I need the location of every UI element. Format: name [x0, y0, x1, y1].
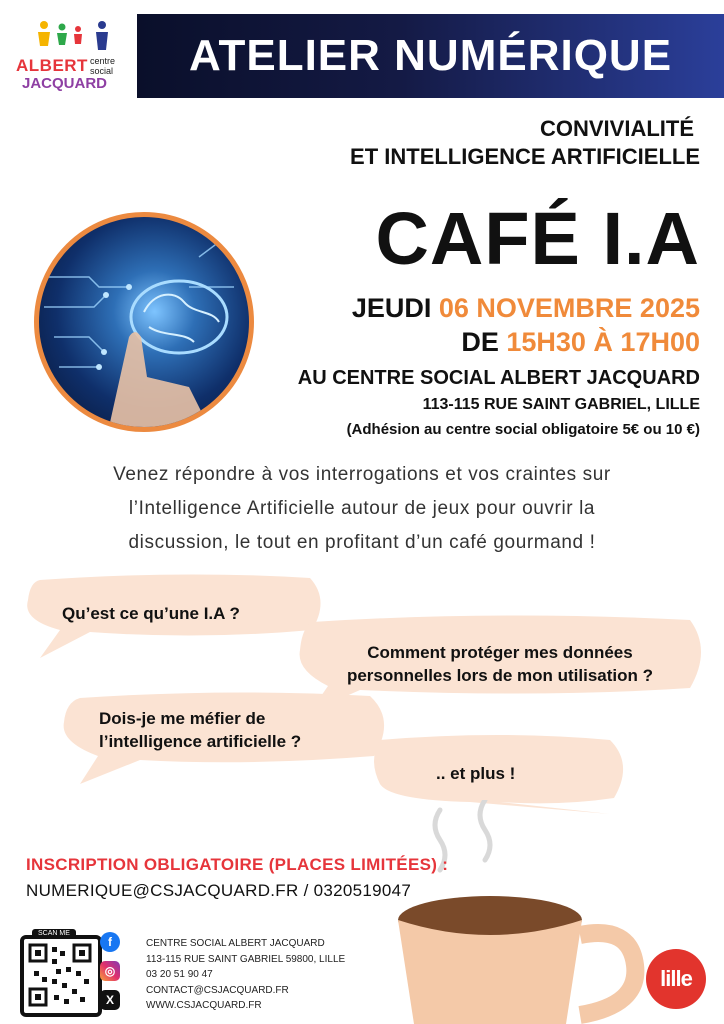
footer-line: CENTRE SOCIAL ALBERT JACQUARD: [146, 938, 325, 949]
question-4: .. et plus !: [436, 764, 516, 783]
facebook-icon[interactable]: f: [100, 932, 120, 952]
footer-email[interactable]: CONTACT@CSJACQUARD.FR: [146, 984, 289, 996]
qr-code[interactable]: [20, 935, 102, 1017]
subtitle-line-2: ET INTELLIGENCE ARTIFICIELLE: [350, 144, 700, 169]
event-day: JEUDI: [351, 293, 432, 323]
event-time-prefix: DE: [461, 327, 499, 357]
footer-phone: 03 20 51 90 47: [146, 969, 213, 980]
family-figures-icon: [30, 20, 120, 54]
event-title: CAFÉ I.A: [375, 197, 700, 280]
event-time-value: 15H30 À 17H00: [506, 327, 700, 357]
footer-website[interactable]: WWW.CSJACQUARD.FR: [146, 1000, 262, 1011]
x-icon[interactable]: X: [100, 990, 120, 1010]
brain-hand-illustration: [39, 217, 249, 427]
event-date: [352, 293, 700, 324]
footer-line: 113-115 RUE SAINT GABRIEL 59800, LILLE: [146, 953, 346, 965]
question-2: [300, 641, 700, 687]
albert-jacquard-logo: [12, 20, 122, 96]
logo-albert-text: ALBERT: [16, 56, 88, 75]
question-2-line-2: personnelles lors de mon utilisation ?: [346, 666, 654, 685]
registration-title: INSCRIPTION OBLIGATOIRE (PLACES LIMITÉES) :: [26, 855, 449, 874]
scan-me-label: SCAN ME: [32, 929, 76, 938]
footer-contact-info: [146, 936, 345, 1014]
description-line: l’Intelligence Artificielle autour de jeux pour ouvrir la: [128, 498, 596, 519]
question-3-line-2: l’intelligence artificielle ?: [99, 732, 302, 751]
event-time: [461, 327, 700, 358]
description: [40, 458, 684, 560]
description-line: discussion, le tout en profitant d’un café gourmand !: [128, 532, 596, 553]
qr-code-icon: [28, 943, 94, 1009]
event-date-value: 06 NOVEMBRE 2025: [438, 293, 700, 323]
event-note: (Adhésion au centre social obligatoire 5€ ou 10 €): [346, 421, 700, 438]
question-3: [99, 707, 301, 753]
registration-contact[interactable]: NUMERIQUE@CSJACQUARD.FR / 0320519047: [26, 881, 412, 900]
logo-jacquard-text: JACQUARD: [22, 75, 108, 92]
question-2-line-1: Comment protéger mes données: [367, 643, 633, 662]
event-address: 113-115 RUE SAINT GABRIEL, LILLE: [422, 396, 700, 413]
header-banner: [137, 14, 724, 98]
question-3-line-1: Dois-je me méfier de: [99, 709, 266, 728]
ai-brain-image: [34, 212, 254, 432]
question-1: Qu’est ce qu’une I.A ?: [62, 604, 240, 623]
coffee-cup-illustration: [390, 800, 650, 1024]
instagram-icon[interactable]: ◎: [100, 961, 120, 981]
logo-centre-social: centre social: [90, 56, 116, 76]
page-title: ATELIER NUMÉRIQUE: [188, 31, 673, 80]
subtitle-line-1: CONVIVIALITÉ: [539, 116, 694, 141]
description-line: Venez répondre à vos interrogations et vos craintes sur: [113, 464, 611, 485]
lille-logo: lille: [646, 949, 706, 1009]
event-venue: AU CENTRE SOCIAL ALBERT JACQUARD: [297, 367, 700, 389]
